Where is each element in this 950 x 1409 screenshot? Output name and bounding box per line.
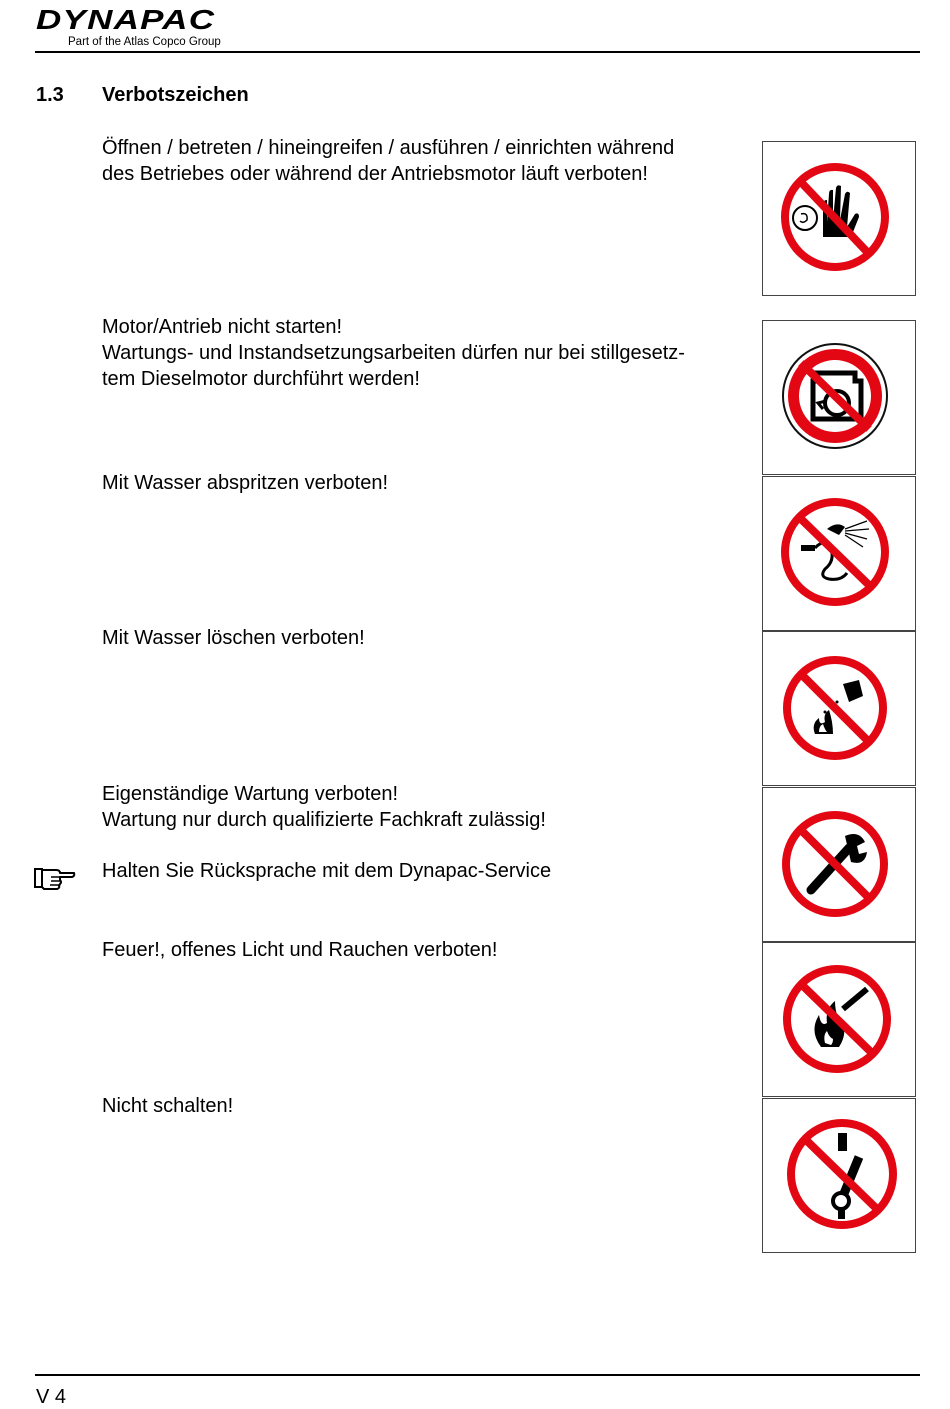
text-line: Mit Wasser löschen verboten! (102, 627, 365, 649)
sign-no-water-spray (762, 476, 916, 631)
paragraph-no-spray (102, 470, 757, 496)
no-water-spray-icon (763, 477, 915, 630)
text-line: Feuer!, offenes Licht und Rauchen verboten! (102, 939, 498, 961)
paragraph-no-start (102, 314, 757, 392)
text-line: Öffnen / betreten / hineingreifen / ausführen / einrichten während (102, 137, 675, 159)
text-line: Wartung nur durch qualifizierte Fachkraft zulässig! (102, 809, 546, 831)
no-water-extinguish-icon (763, 632, 915, 785)
text-line: Mit Wasser abspritzen verboten! (102, 472, 389, 494)
paragraph-no-fire (102, 937, 757, 963)
paragraph-contact-service (102, 858, 757, 884)
paragraph-no-switching (102, 1093, 757, 1119)
no-engine-start-icon (763, 321, 915, 474)
no-switching-icon (763, 1099, 915, 1252)
logo-subtitle: Part of the Atlas Copco Group (68, 36, 221, 48)
paragraph-no-maintenance (102, 781, 757, 833)
header-rule (35, 51, 920, 53)
sign-no-water-extinguish (762, 631, 916, 786)
no-hand-icon (763, 142, 915, 295)
text-line: Halten Sie Rücksprache mit dem Dynapac-Service (102, 860, 552, 882)
sign-no-maintenance (762, 787, 916, 942)
footer-rule (35, 1374, 920, 1376)
paragraph-no-water-extinguish (102, 625, 757, 651)
sign-no-switching (762, 1098, 916, 1253)
text-line: tem Dieselmotor durchführt werden! (102, 368, 420, 390)
dynapac-logo (36, 4, 221, 48)
section-title: Verbotszeichen (102, 84, 249, 106)
page-number: V 4 (36, 1386, 67, 1408)
text-line: Wartungs- und Instandsetzungsarbeiten dürfen nur bei stillgesetz- (102, 342, 685, 364)
text-line: Motor/Antrieb nicht starten! (102, 316, 343, 338)
no-maintenance-wrench-icon (763, 788, 915, 941)
sign-no-fire-smoking (762, 942, 916, 1097)
no-fire-smoking-icon (763, 943, 915, 1096)
text-line: des Betriebes oder während der Antriebsmotor läuft verboten! (102, 163, 648, 185)
sign-no-hand (762, 141, 916, 296)
text-line: Nicht schalten! (102, 1095, 234, 1117)
logo-text: DYNAPAC (36, 4, 216, 35)
pointing-hand-icon (34, 859, 76, 895)
text-line: Eigenständige Wartung verboten! (102, 783, 399, 805)
section-number: 1.3 (36, 84, 64, 106)
paragraph-no-access (102, 135, 757, 187)
sign-no-engine-start (762, 320, 916, 475)
